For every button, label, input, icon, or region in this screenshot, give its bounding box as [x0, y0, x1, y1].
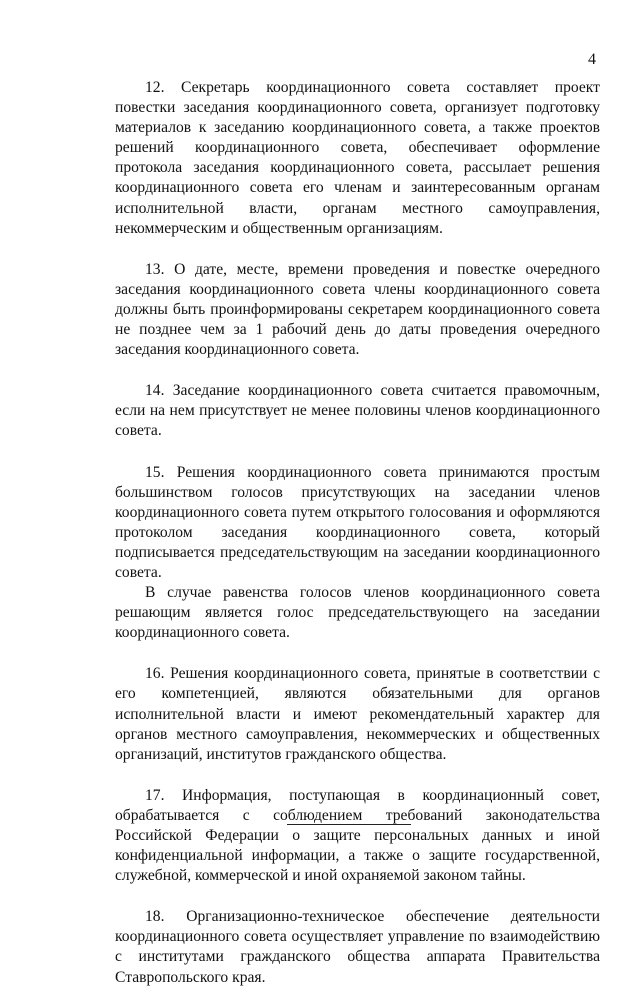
paragraph-13: 13. О дате, месте, времени проведения и повестке очередного заседания координационного совета члены координационного совета должны быть проинформированы секретарем координационного совета не позднее чем за 1 рабочий день до даты проведения очередного заседания координационного совета. — [115, 260, 600, 359]
end-separator-line — [287, 824, 411, 825]
paragraph-18: 18. Организационно-техническое обеспечение деятельности координационного совета осуществляет управление по взаимодействию с институтами гражданского общества аппарата Правительства Ставропольского края. — [115, 908, 600, 986]
paragraph-16: 16. Решения координационного совета, принятые в соответствии с его компетенцией, являются обязательными для органов исполнительной власти и имеют рекомендательный характер для органов местного самоуправления, некоммерческих и общественных организаций, институтов гражданского общества. — [115, 665, 600, 763]
paragraph-17: 17. Информация, поступающая в координационный совет, обрабатывается с соблюдением требований законодательства Российской Федерации о защите персональных данных и иной конфиденциальной информации, а также о защите государственной, служебной, коммерческой и иной охраняемой законом тайны. — [115, 786, 600, 885]
paragraph-14: 14. Заседание координационного совета считается правомочным, если на нем присутствует не менее половины членов координационного совета. — [115, 382, 600, 440]
paragraph-12: 12. Секретарь координационного совета составляет проект повестки заседания координационного совета, организует подготовку материалов к заседанию координационного совета, а также проектов решений координационного совета, обеспечивает оформление протокола заседания координационного совета, рассылает решения координационного совета его членам и заинтересованным органам исполнительной власти, органам местного самоуправления, некоммерческим и общественным организациям. — [115, 79, 600, 237]
paragraph-15-continuation: В случае равенства голосов членов координационного совета решающим является голос председательствующего на заседании координационного совета. — [115, 584, 600, 642]
paragraph-15: 15. Решения координационного совета принимаются простым большинством голосов присутствующих на заседании членов координационного совета путем открытого голосования и оформляются протоколом заседания координационного совета, который подписывается председательствующим на заседании координационного совета. — [115, 463, 600, 581]
page-number: 4 — [588, 51, 596, 68]
document-body — [115, 78, 600, 988]
